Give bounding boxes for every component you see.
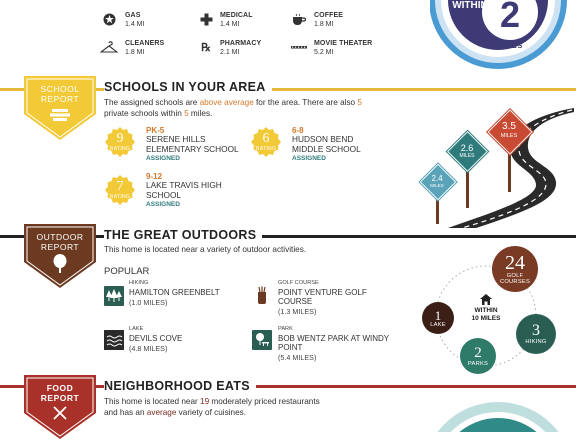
activity-count-cluster: [414, 244, 576, 374]
amenity-label: CLEANERS: [125, 40, 165, 47]
activity-category: GOLF COURSE: [278, 280, 319, 286]
school-card: [104, 126, 254, 168]
badge-line1: FOOD: [46, 383, 74, 393]
road-signs-illustration: [414, 100, 576, 228]
sign-value: 3.5: [502, 121, 516, 132]
count-value: 24: [505, 252, 525, 274]
medical-cross-icon: [199, 12, 213, 26]
golf-bag-icon: [254, 286, 270, 304]
food-description: [104, 397, 404, 418]
outdoor-description: This home is located near a variety of outdoor activities.: [104, 245, 307, 254]
count-label: GOLF: [506, 273, 524, 279]
amenity-distance: 2.1 MI: [220, 49, 240, 56]
coffee-cup-icon: [292, 12, 306, 26]
amenities-grid: [100, 8, 400, 64]
rating-value: 7: [116, 179, 124, 194]
hanger-icon: [100, 40, 118, 54]
amenity-pharmacy: [197, 38, 277, 60]
amenity-distance: 1.8 MI: [314, 21, 334, 28]
amenity-coffee: [290, 10, 370, 32]
activity-distance: (1.0 MILES): [129, 298, 168, 307]
activity-name-line: COURSE: [278, 297, 313, 306]
park-icon: [252, 330, 272, 350]
amenity-gas: [100, 10, 180, 32]
badge-line1: OUTDOOR: [36, 232, 84, 242]
amenity-distance: 1.4 MI: [220, 21, 240, 28]
activity-name-line: POINT VENTURE GOLF: [278, 288, 367, 297]
desc-highlight: 5: [184, 108, 189, 118]
cuisine-ring-graphic: [420, 400, 576, 432]
count-label: LAKE: [430, 321, 446, 328]
school-name-line: ELEMENTARY SCHOOL: [146, 143, 239, 154]
school-name-line: SCHOOL: [146, 189, 182, 200]
school-name: [292, 135, 361, 154]
desc-highlight: 19: [200, 397, 210, 406]
school-name: [146, 181, 222, 200]
gas-station-icon: [102, 12, 116, 26]
count-value: 3: [532, 322, 540, 339]
rating-word: RATING: [255, 146, 277, 152]
within-distance: 10 MILES: [471, 315, 501, 322]
desc-text: This home is located near: [104, 397, 201, 406]
desc-text: and has an: [104, 407, 147, 417]
amenity-label: MOVIE THEATER: [314, 40, 373, 47]
count-label: PARKS: [467, 360, 489, 367]
within-unit: MILES: [497, 41, 523, 50]
activity-category: HIKING: [129, 280, 149, 286]
activity-name: DEVILS COVE: [129, 334, 183, 343]
desc-text: moderately priced restaurants: [209, 397, 320, 406]
desc-highlight: average: [146, 407, 177, 417]
badge-line2: REPORT: [40, 393, 80, 403]
count-circle-golf: [492, 246, 538, 292]
rating-value: 6: [262, 131, 270, 146]
rx-icon: ℞: [201, 41, 211, 54]
within-number: 2: [499, 0, 521, 35]
activity-item: [104, 326, 254, 360]
distance-sign: [420, 164, 454, 198]
school-name: [146, 135, 239, 154]
school-card: [104, 172, 254, 214]
sign-unit: MILES: [430, 183, 444, 188]
distance-sign: [488, 110, 530, 152]
desc-highlight: 5: [357, 98, 362, 107]
activity-item: [252, 326, 402, 366]
film-icon: [290, 40, 308, 54]
assigned-tag: ASSIGNED: [292, 155, 326, 162]
school-name-line: LAKE TRAVIS HIGH: [146, 180, 222, 190]
desc-highlight: above average: [199, 98, 254, 107]
within-label: WITHIN: [474, 307, 498, 314]
amenity-distance: 5.2 MI: [314, 49, 334, 56]
activity-item: [252, 280, 402, 320]
tree-icon: [52, 254, 68, 274]
school-card: [250, 126, 390, 168]
school-description: [104, 98, 404, 119]
amenity-movie-theater: [290, 38, 390, 60]
outdoor-report-badge: [24, 224, 96, 290]
section-title-schools: SCHOOLS IN YOUR AREA: [104, 80, 272, 94]
count-circle-lake: [422, 302, 454, 334]
within-label: WITHIN: [452, 0, 488, 11]
activity-name: [278, 334, 389, 352]
activity-category: PARK: [278, 326, 293, 332]
amenity-distance: 1.4 MI: [125, 21, 145, 28]
desc-text: The assigned schools are: [104, 98, 200, 107]
activity-name-line: BOB WENTZ PARK AT WINDY: [278, 334, 390, 343]
activity-category: LAKE: [129, 326, 144, 332]
section-title-outdoors: THE GREAT OUTDOORS: [104, 228, 262, 242]
desc-text: variety of cuisines.: [176, 407, 247, 417]
cuisine-ring-icon: [420, 400, 576, 432]
activity-name: [278, 288, 367, 306]
fork-knife-icon: [52, 405, 68, 421]
count-value: 1: [434, 307, 442, 323]
assigned-tag: ASSIGNED: [146, 201, 180, 208]
trees-icon: [104, 286, 124, 306]
desc-text: for the area. There are also: [253, 98, 358, 107]
activity-name: HAMILTON GREENBELT: [129, 288, 220, 297]
badge-line1: SCHOOL: [40, 84, 80, 94]
amenity-cleaners: [100, 38, 180, 60]
activity-item: [104, 280, 254, 314]
activity-distance: (1.3 MILES): [278, 307, 317, 316]
count-circle-parks: [460, 338, 496, 374]
rating-badge: [252, 128, 280, 156]
waves-icon: [104, 330, 124, 350]
rating-word: RATING: [109, 146, 131, 152]
count-circle-hiking: [516, 314, 556, 354]
rating-badge: [106, 128, 134, 156]
section-title-eats: NEIGHBORHOOD EATS: [104, 379, 256, 393]
popular-heading: POPULAR: [104, 266, 150, 277]
badge-line2: REPORT: [40, 94, 80, 104]
count-value: 2: [474, 344, 482, 361]
amenity-label: PHARMACY: [220, 40, 262, 47]
rating-value: 9: [116, 131, 124, 146]
sign-unit: MILES: [500, 133, 518, 139]
school-name-line: MIDDLE SCHOOL: [292, 143, 361, 154]
desc-text: private schools within: [104, 108, 185, 118]
house-icon: [480, 294, 492, 305]
food-report-badge: [24, 375, 96, 441]
sign-value: 2.6: [460, 143, 474, 153]
activity-distance: (4.8 MILES): [129, 344, 168, 353]
count-label: COURSES: [499, 279, 531, 285]
sign-value: 2.4: [431, 174, 443, 183]
amenity-medical: [197, 10, 277, 32]
grade-range: PK-5: [146, 126, 165, 135]
within-radius-badge: [430, 0, 570, 76]
school-name-line: SERENE HILLS: [146, 134, 206, 144]
activity-distance: (5.4 MILES): [278, 353, 317, 362]
grade-range: 6-8: [292, 126, 304, 135]
sign-diamond: [487, 109, 532, 154]
amenity-label: COFFEE: [314, 12, 343, 19]
grade-range: 9-12: [146, 172, 163, 181]
rating-badge: [106, 176, 134, 204]
sign-unit: MILES: [459, 153, 475, 159]
rating-word: RATING: [109, 194, 131, 200]
amenity-distance: 1.8 MI: [125, 49, 145, 56]
school-report-badge: [24, 76, 96, 142]
desc-text: miles.: [188, 108, 213, 118]
amenity-label: MEDICAL: [220, 12, 253, 19]
amenity-label: GAS: [125, 12, 141, 19]
count-label: HIKING: [525, 339, 547, 345]
school-name-line: HUDSON BEND: [292, 134, 354, 144]
book-stack-icon: [50, 108, 70, 122]
activity-name-line: POINT: [278, 343, 303, 352]
assigned-tag: ASSIGNED: [146, 155, 180, 162]
badge-line2: REPORT: [40, 242, 80, 252]
